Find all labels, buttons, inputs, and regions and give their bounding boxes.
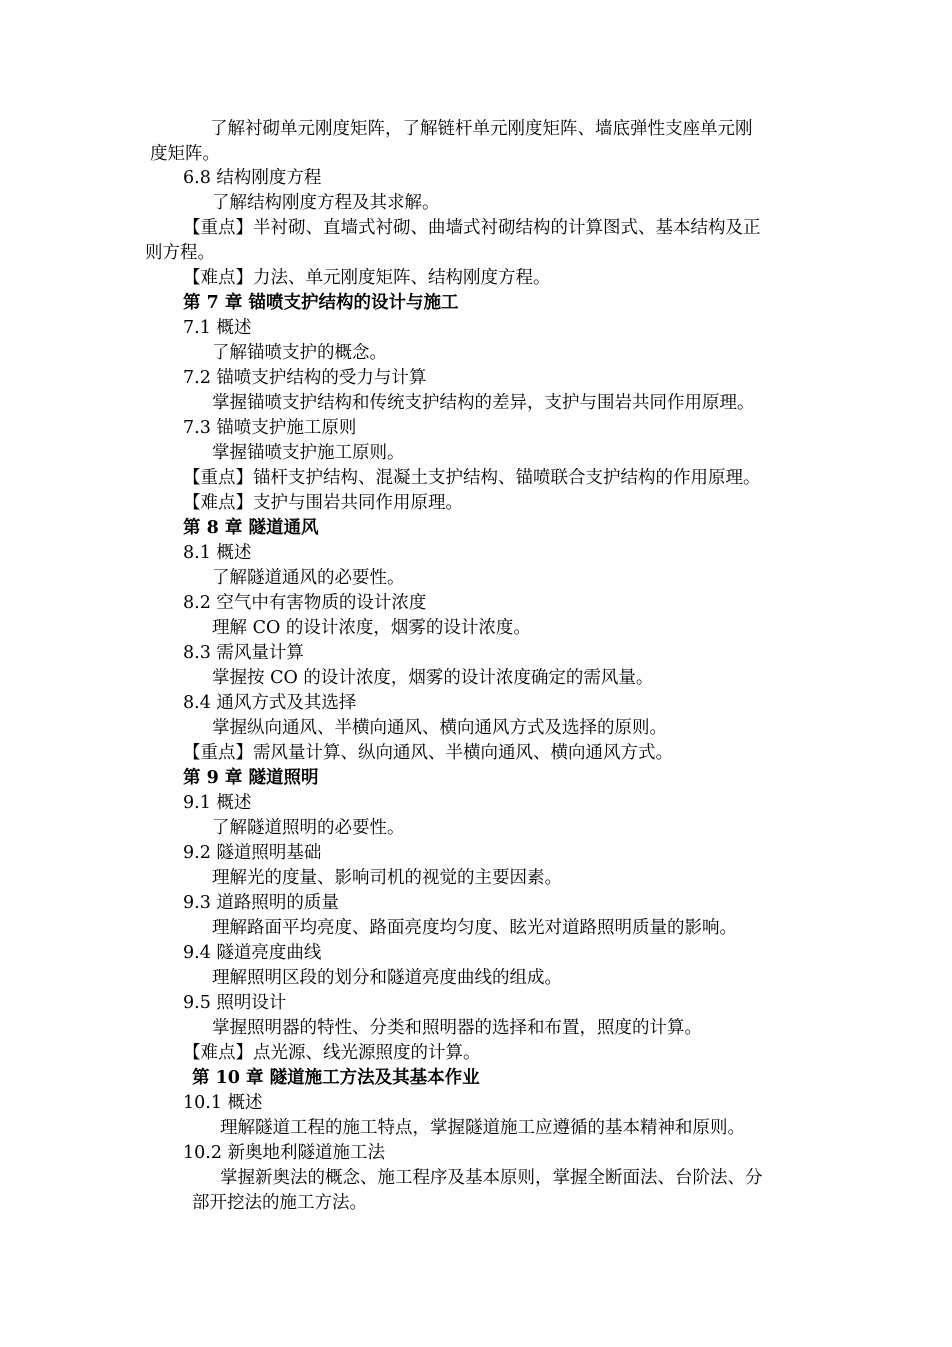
paragraph-line: 了解锚喷支护的概念。 bbox=[212, 343, 387, 363]
paragraph-line: 掌握纵向通风、半横向通风、横向通风方式及选择的原则。 bbox=[212, 718, 667, 738]
paragraph-line: 理解光的度量、影响司机的视觉的主要因素。 bbox=[212, 868, 562, 888]
paragraph-line: 理解路面平均亮度、路面亮度均匀度、眩光对道路照明质量的影响。 bbox=[212, 918, 737, 938]
section-heading: 10.2 新奥地利隧道施工法 bbox=[183, 1143, 386, 1163]
paragraph-line: 掌握锚喷支护施工原则。 bbox=[212, 443, 405, 463]
section-heading: 7.1 概述 bbox=[183, 318, 252, 338]
paragraph-line: 掌握照明器的特性、分类和照明器的选择和布置，照度的计算。 bbox=[212, 1018, 702, 1038]
chapter-heading: 第 10 章 隧道施工方法及其基本作业 bbox=[192, 1068, 480, 1088]
difficult-point-line: 【难点】点光源、线光源照度的计算。 bbox=[183, 1043, 481, 1063]
key-point-line: 则方程。 bbox=[145, 243, 215, 263]
chapter-heading: 第 8 章 隧道通风 bbox=[183, 518, 319, 538]
section-heading: 9.3 道路照明的质量 bbox=[183, 893, 339, 913]
section-heading: 8.3 需风量计算 bbox=[183, 643, 304, 663]
paragraph-line: 掌握锚喷支护结构和传统支护结构的差异，支护与围岩共同作用原理。 bbox=[212, 393, 755, 413]
paragraph-line: 掌握新奥法的概念、施工程序及基本原则，掌握全断面法、台阶法、分 bbox=[220, 1168, 763, 1188]
section-heading: 7.2 锚喷支护结构的受力与计算 bbox=[183, 368, 427, 388]
key-point-line: 【重点】需风量计算、纵向通风、半横向通风、横向通风方式。 bbox=[183, 743, 673, 763]
paragraph-line: 了解结构刚度方程及其求解。 bbox=[212, 193, 440, 213]
section-heading: 9.2 隧道照明基础 bbox=[183, 843, 322, 863]
key-point-line: 【重点】锚杆支护结构、混凝土支护结构、锚喷联合支护结构的作用原理。 bbox=[183, 468, 761, 488]
paragraph-line: 度矩阵。 bbox=[150, 144, 220, 164]
section-heading: 9.5 照明设计 bbox=[183, 993, 287, 1013]
difficult-point-line: 【难点】力法、单元刚度矩阵、结构刚度方程。 bbox=[183, 268, 551, 288]
section-heading: 9.4 隧道亮度曲线 bbox=[183, 943, 322, 963]
paragraph-line: 了解衬砌单元刚度矩阵，了解链杆单元刚度矩阵、墙底弹性支座单元刚 bbox=[210, 119, 753, 139]
paragraph-line: 了解隧道通风的必要性。 bbox=[212, 568, 405, 588]
paragraph-line: 理解 CO 的设计浓度，烟雾的设计浓度。 bbox=[212, 618, 531, 638]
section-heading: 9.1 概述 bbox=[183, 793, 252, 813]
key-point-line: 【重点】半衬砌、直墙式衬砌、曲墙式衬砌结构的计算图式、基本结构及正 bbox=[183, 218, 761, 238]
paragraph-line: 了解隧道照明的必要性。 bbox=[212, 818, 405, 838]
chapter-heading: 第 7 章 锚喷支护结构的设计与施工 bbox=[183, 293, 459, 313]
section-heading: 6.8 结构刚度方程 bbox=[183, 168, 322, 188]
paragraph-line: 掌握按 CO 的设计浓度，烟雾的设计浓度确定的需风量。 bbox=[212, 668, 654, 688]
paragraph-line: 理解照明区段的划分和隧道亮度曲线的组成。 bbox=[212, 968, 562, 988]
chapter-heading: 第 9 章 隧道照明 bbox=[183, 768, 319, 788]
section-heading: 7.3 锚喷支护施工原则 bbox=[183, 418, 357, 438]
section-heading: 8.1 概述 bbox=[183, 543, 252, 563]
section-heading: 10.1 概述 bbox=[183, 1093, 263, 1113]
paragraph-line: 部开挖法的施工方法。 bbox=[192, 1193, 367, 1213]
section-heading: 8.4 通风方式及其选择 bbox=[183, 693, 357, 713]
difficult-point-line: 【难点】支护与围岩共同作用原理。 bbox=[183, 493, 463, 513]
paragraph-line: 理解隧道工程的施工特点，掌握隧道施工应遵循的基本精神和原则。 bbox=[220, 1118, 745, 1138]
section-heading: 8.2 空气中有害物质的设计浓度 bbox=[183, 593, 427, 613]
